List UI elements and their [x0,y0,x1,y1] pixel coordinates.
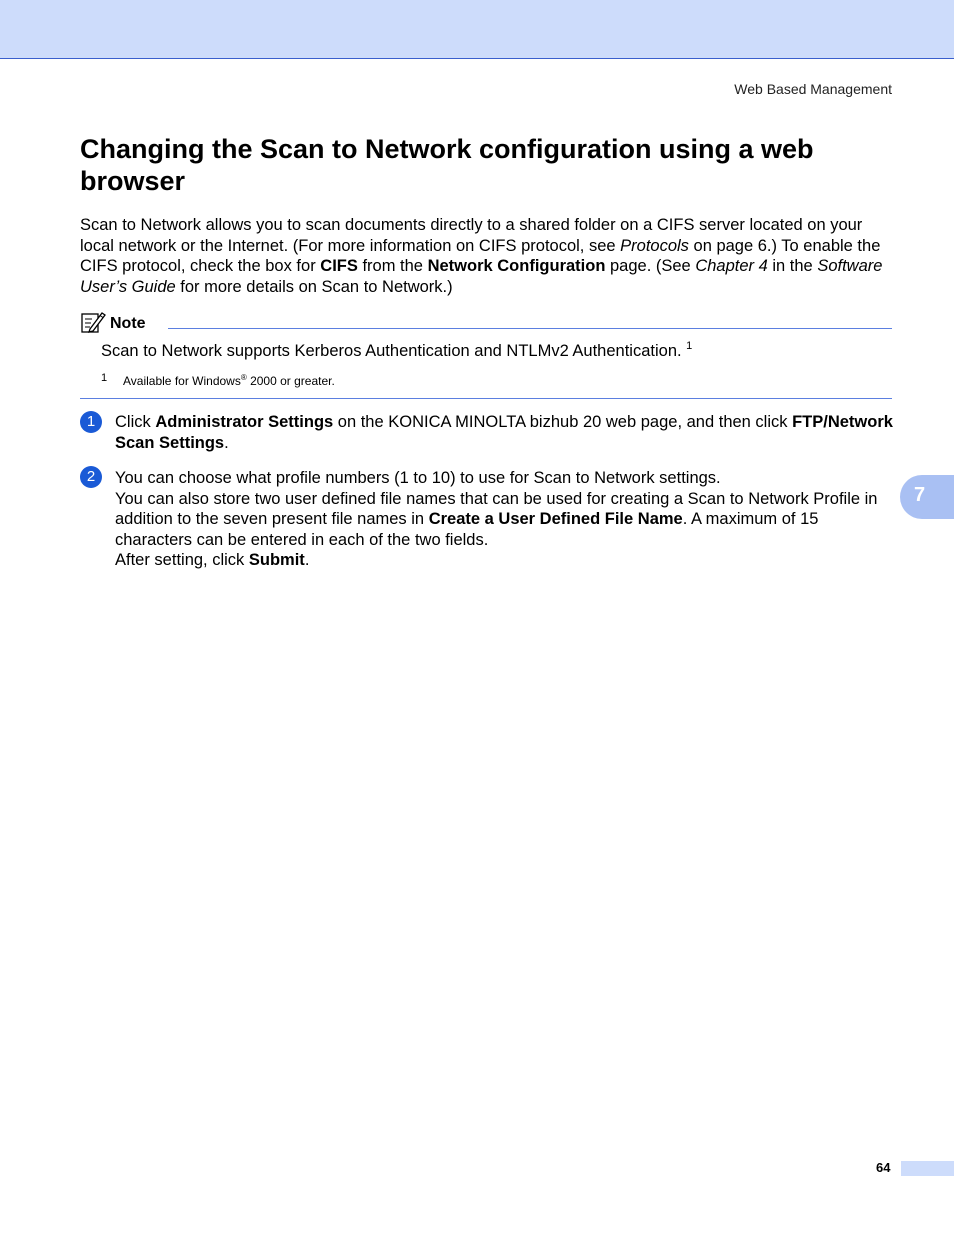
footnote-reference: 1 [686,340,693,352]
step-text-part: on the KONICA MINOLTA bizhub 20 web page, and then click [333,413,793,431]
step-text-part: After setting, click [115,551,249,569]
step-number-1: 1 [80,411,102,433]
note-pencil-icon [80,310,106,334]
step-text-part: You can also store two user defined file names that can be used for creating a Scan to Network Profile in addition to the seven present file names in [115,489,878,528]
step-text-part: . [224,433,229,452]
intro-text: Scan to Network allows you to scan documents directly to a shared folder on a CIFS server located on your local network or the Internet. (For more information on CIFS protocol, see [80,216,863,255]
note-label: Note [110,315,146,332]
page-number: 64 [876,1160,891,1175]
chapter-ref: Chapter 4 [695,257,768,275]
intro-text: for more details on Scan to Network.) [175,277,453,296]
note-text: Scan to Network supports Kerberos Authentication and NTLMv2 Authentication. [101,342,682,360]
step-text-part: You can choose what profile numbers (1 to 10) to use for Scan to Network settings. [115,469,721,487]
administrator-settings-term: Administrator Settings [155,413,334,431]
footnote [123,374,335,388]
intro-text: in the [767,257,818,275]
chapter-number: 7 [914,484,926,506]
header-band [0,0,954,59]
footnote-number: 1 [101,372,108,384]
guide-ref: Software User’s Guide [80,257,883,296]
footnote-text: 2000 or greater. [246,374,335,388]
page-number-tab [901,1161,954,1176]
protocols-ref: Protocols [620,236,689,255]
ftp-network-scan-settings-term: FTP/Network Scan Settings [115,413,893,452]
step-text-part: Click [115,413,156,431]
step-1-text [115,412,895,453]
intro-text: page. (See [605,257,696,275]
cifs-term: CIFS [320,257,358,275]
intro-text: from the [357,257,428,275]
note-body [101,341,692,361]
step-text-part: . [304,551,310,569]
running-header: Web Based Management [734,81,892,97]
note-divider-bottom [80,398,892,399]
intro-paragraph [80,215,895,297]
submit-term: Submit [248,551,305,569]
page-title: Changing the Scan to Network configuration using a web browser [80,134,814,196]
create-user-defined-file-name-term: Create a User Defined File Name [428,510,683,528]
step-text-part: . A maximum of 15 characters can be entered in each of the two fields. [115,510,819,549]
network-configuration-term: Network Configuration [427,257,606,275]
registered-mark: ® [240,373,247,382]
step-2-text [115,468,895,571]
note-divider-top [168,328,892,329]
chapter-tab [900,475,954,519]
footnote-text: Available for Windows [123,374,241,388]
step-number-2: 2 [80,466,102,488]
intro-text: on page 6.) To enable the CIFS protocol, check the box for [80,236,881,275]
